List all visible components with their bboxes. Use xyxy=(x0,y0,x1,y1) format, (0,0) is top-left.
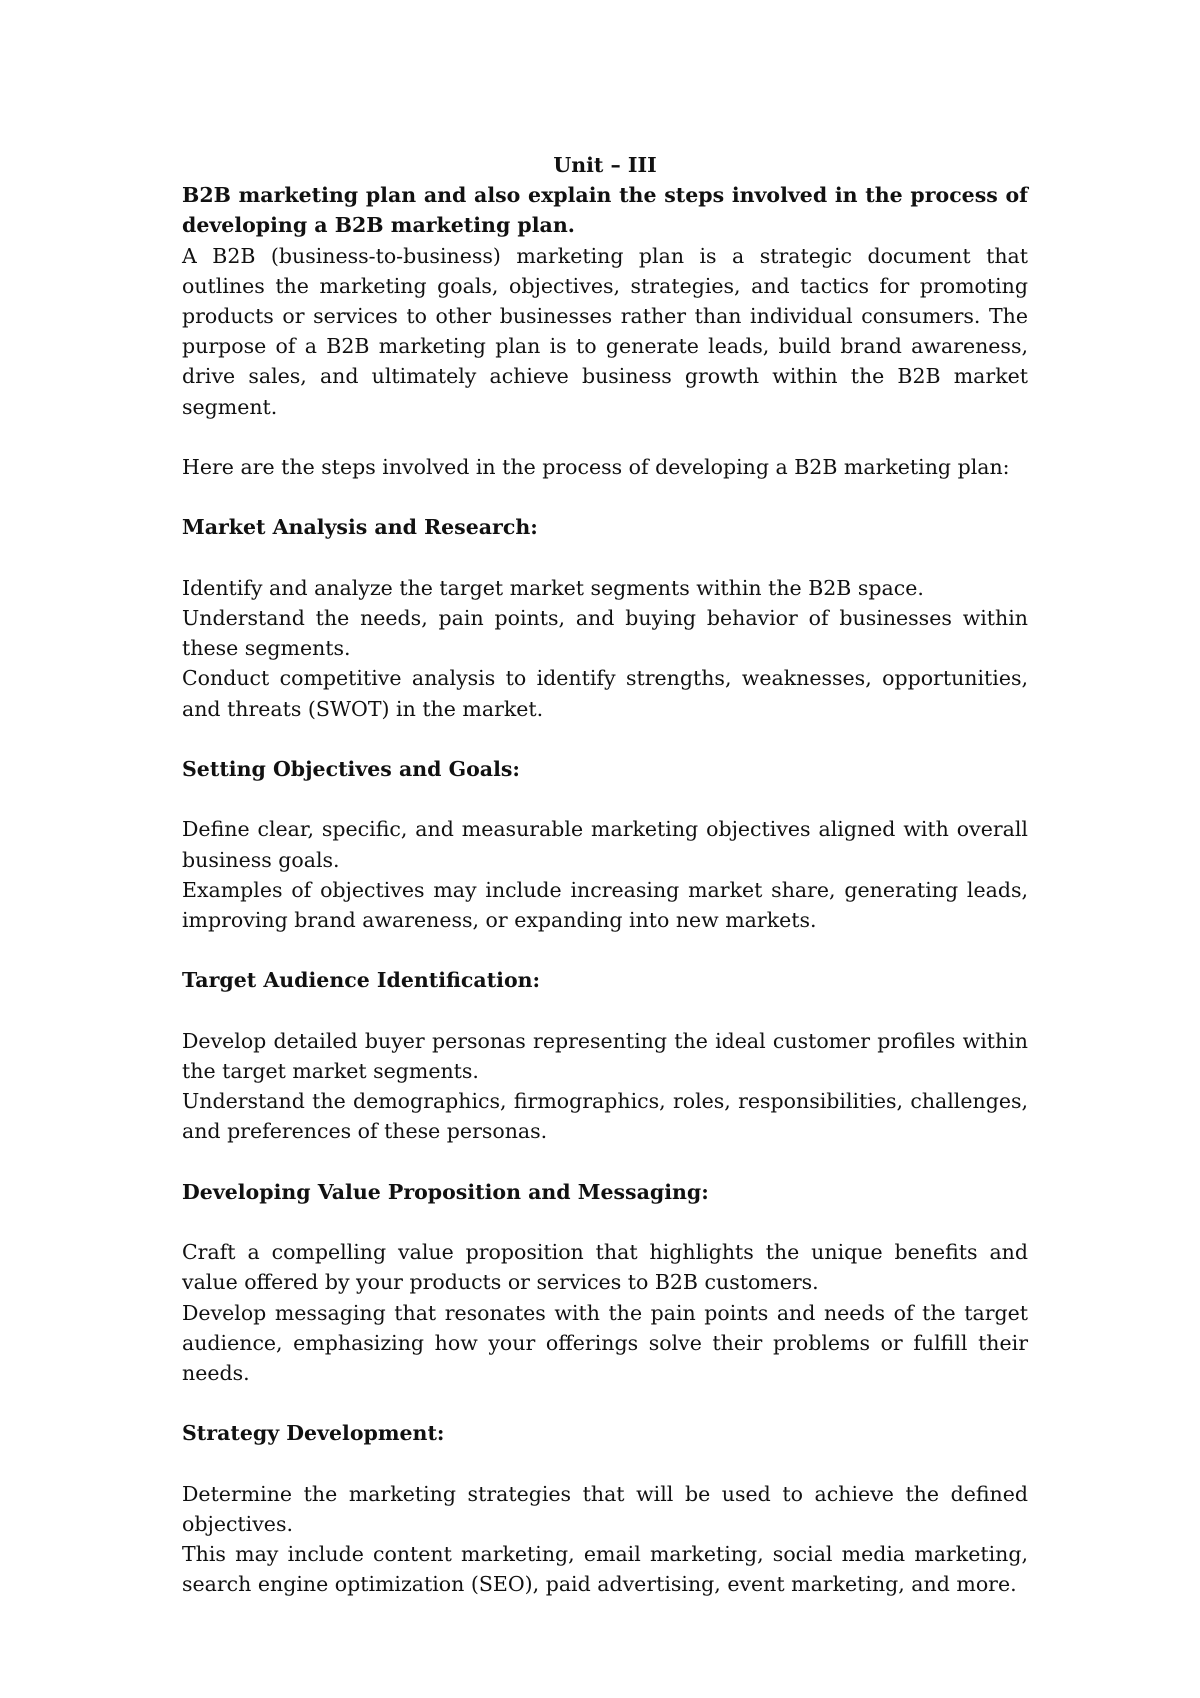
section-point: Conduct competitive analysis to identify strengths, weaknesses, opportunities, and threats (SWOT) in the market. xyxy=(182,666,1028,721)
section-heading-target-audience: Target Audience Identification: xyxy=(182,968,541,993)
section-point: Define clear, specific, and measurable marketing objectives aligned with overall business goals. xyxy=(182,817,1028,872)
section-point: Determine the marketing strategies that will be used to achieve the defined objectives. xyxy=(182,1481,1028,1536)
unit-title: Unit – III xyxy=(553,153,657,177)
section-point: Understand the demographics, firmographics, roles, responsibilities, challenges, and preferences of these personas. xyxy=(182,1089,1028,1144)
section-point: Examples of objectives may include increasing market share, generating leads, improving brand awareness, or expanding into new markets. xyxy=(182,877,1028,932)
document-page xyxy=(182,150,1028,1600)
section-point: Understand the needs, pain points, and buying behavior of businesses within these segments. xyxy=(182,606,1028,661)
intro-paragraph: A B2B (business-to-business) marketing plan is a strategic document that outlines the marketing goals, objectives, strategies, and tactics for promoting products or services to other businesses rather than individual consumers. The purpose of a B2B marketing plan is to generate leads, build brand awareness, drive sales, and ultimately achieve business growth within the B2B market segment. xyxy=(182,243,1028,419)
section-heading-strategy: Strategy Development: xyxy=(182,1421,445,1446)
section-point: This may include content marketing, email marketing, social media marketing, search engine optimization (SEO), paid advertising, event marketing, and more. xyxy=(182,1542,1028,1597)
section-point: Craft a compelling value proposition that highlights the unique benefits and value offered by your products or services to B2B customers. xyxy=(182,1240,1028,1295)
section-point: Develop detailed buyer personas representing the ideal customer profiles within the target market segments. xyxy=(182,1028,1028,1083)
section-heading-value-proposition: Developing Value Proposition and Messaging: xyxy=(182,1179,709,1204)
section-point: Identify and analyze the target market segments within the B2B space. xyxy=(182,575,924,600)
steps-intro: Here are the steps involved in the process of developing a B2B marketing plan: xyxy=(182,455,1010,480)
section-heading-market-analysis: Market Analysis and Research: xyxy=(182,515,538,540)
section-heading-objectives: Setting Objectives and Goals: xyxy=(182,757,520,781)
question-heading: B2B marketing plan and also explain the steps involved in the process of developing a B2B marketing plan. xyxy=(182,183,1028,238)
section-point: Develop messaging that resonates with the pain points and needs of the target audience, emphasizing how your offerings solve their problems or fulfill their needs. xyxy=(182,1300,1028,1385)
